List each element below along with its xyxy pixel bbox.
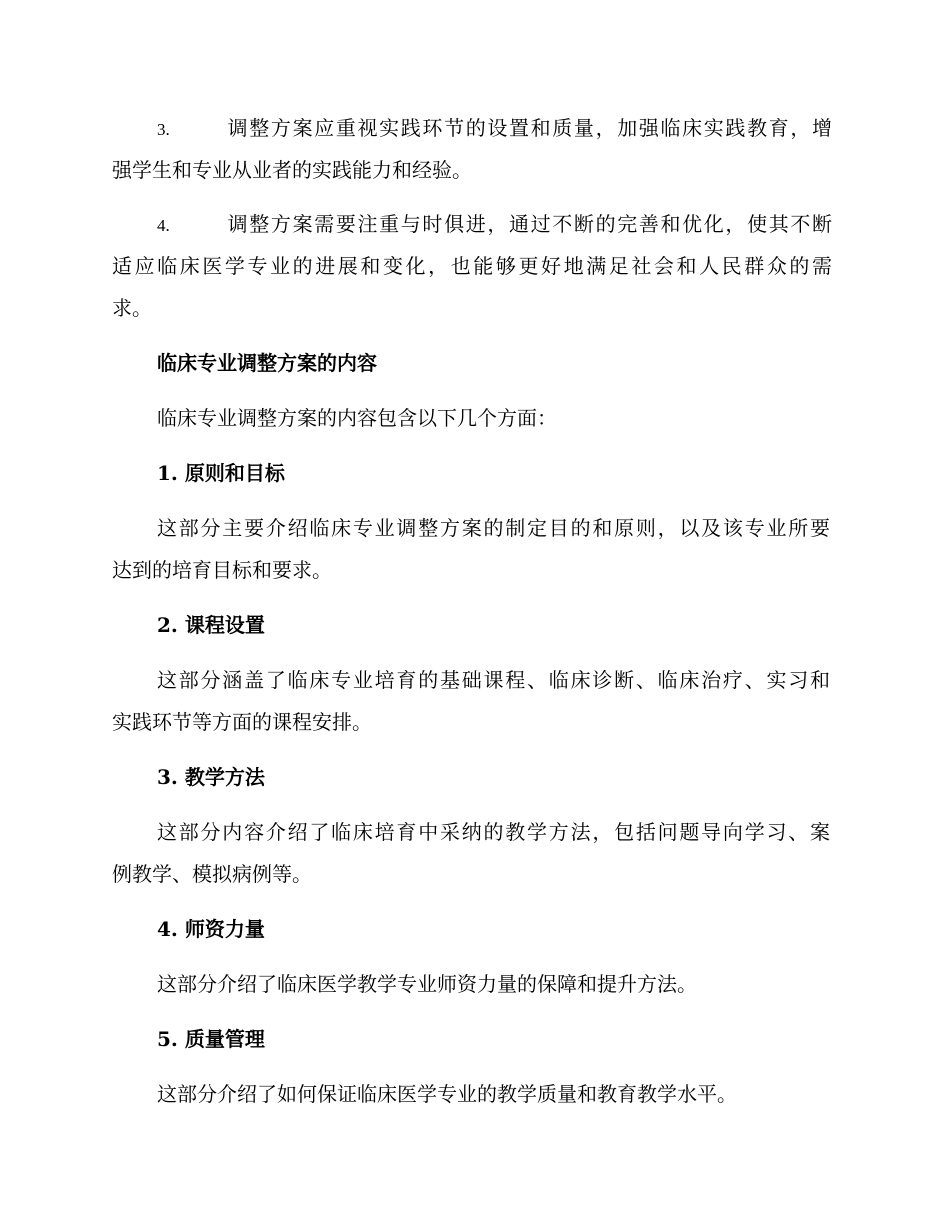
subsection-heading-3: 3. 教学方法 — [157, 765, 265, 789]
subsection-3-line-1: 这部分内容介绍了临床培育中采纳的教学方法，包括问题导向学习、案 — [157, 820, 830, 844]
numbered-item-3-line-2: 强学生和专业从业者的实践能力和经验。 — [112, 158, 472, 182]
numbered-item-4-line-2: 适应临床医学专业的进展和变化，也能够更好地满足社会和人民群众的需 — [112, 254, 832, 278]
subsection-2-line-2: 实践环节等方面的课程安排。 — [112, 710, 372, 734]
section-intro: 临床专业调整方案的内容包含以下几个方面： — [157, 406, 557, 430]
item-number: 4. — [157, 216, 170, 235]
section-title: 临床专业调整方案的内容 — [157, 351, 377, 375]
subsection-5-line-1: 这部分介绍了如何保证临床医学专业的教学质量和教育教学水平。 — [157, 1082, 737, 1106]
subsection-1-line-2: 达到的培育目标和要求。 — [112, 558, 332, 582]
subsection-4-line-1: 这部分介绍了临床医学教学专业师资力量的保障和提升方法。 — [157, 972, 697, 996]
numbered-item-4-line-3: 求。 — [112, 296, 152, 320]
subsection-2-line-1: 这部分涵盖了临床专业培育的基础课程、临床诊断、临床治疗、实习和 — [157, 668, 830, 692]
numbered-item-4-line-1 — [157, 210, 832, 240]
subsection-heading-1: 1. 原则和目标 — [157, 461, 285, 485]
item-number: 3. — [157, 120, 170, 139]
subsection-1-line-1: 这部分主要介绍临床专业调整方案的制定目的和原则，以及该专业所要 — [157, 516, 830, 540]
subsection-heading-2: 2. 课程设置 — [157, 613, 265, 637]
subsection-3-line-2: 例教学、模拟病例等。 — [112, 862, 312, 886]
item-text: 调整方案需要注重与时俱进，通过不断的完善和优化，使其不断 — [226, 212, 832, 236]
numbered-item-3-line-1 — [157, 114, 832, 144]
item-text: 调整方案应重视实践环节的设置和质量，加强临床实践教育，增 — [226, 116, 832, 140]
subsection-heading-5: 5. 质量管理 — [157, 1027, 265, 1051]
subsection-heading-4: 4. 师资力量 — [157, 917, 265, 941]
